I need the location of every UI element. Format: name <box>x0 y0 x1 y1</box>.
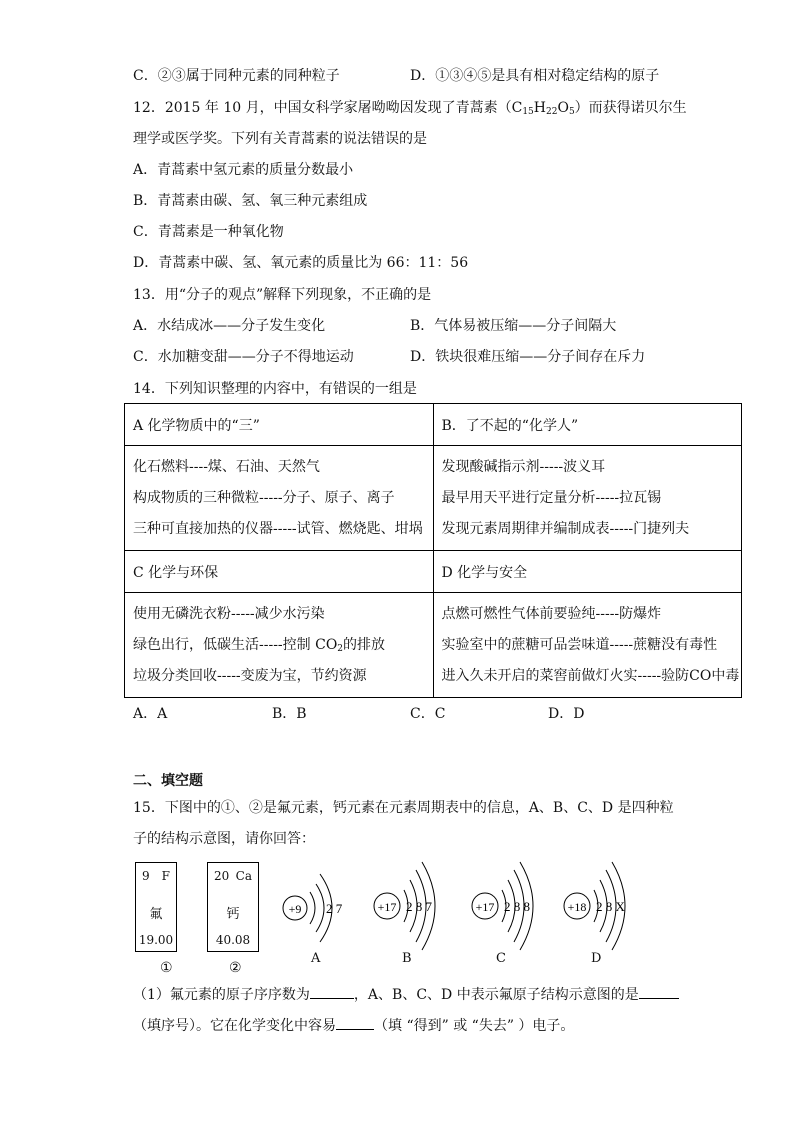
table-d-line-1: 点燃可燃性气体前要验纯-----防爆炸 <box>441 605 662 622</box>
q15-sub1-part1: （1）氟元素的原子序序数为 <box>133 987 310 1003</box>
knowledge-table <box>124 403 742 698</box>
q11-option-d: D．①③④⑤是具有相对稳定结构的原子 <box>410 68 660 84</box>
electron-counts: 2 7 <box>326 901 343 916</box>
q12-stem-line2: 理学或医学奖。下列有关青蒿素的说法错误的是 <box>133 131 427 147</box>
nucleus-charge: +9 <box>288 902 302 916</box>
formula-c-sub: 15 <box>522 107 534 117</box>
atom-label-a: A <box>311 951 321 966</box>
section-title: 二、填空题 <box>133 773 203 789</box>
table-header-d: D 化学与安全 <box>433 551 742 593</box>
table-cell-d <box>433 593 742 698</box>
q13-option-d: D．铁块很难压缩——分子间存在斥力 <box>410 349 646 365</box>
table-c-line-3: 垃圾分类回收-----变废为宝，节约资源 <box>133 667 367 684</box>
q14-option-c: C．C <box>410 706 446 722</box>
co2-sub: 2 <box>337 643 344 654</box>
atom-diagram-b <box>370 858 450 952</box>
nucleus-charge: +18 <box>567 900 587 914</box>
atom-diagram-a <box>280 866 360 952</box>
q14-option-a: A．A <box>133 706 168 722</box>
table-header-b: B．了不起的“化学人” <box>433 404 742 446</box>
table-b-line-1: 发现酸碱指示剂-----波义耳 <box>441 458 606 475</box>
element-name: 钙 <box>226 907 240 922</box>
nucleus-charge: +17 <box>377 900 397 914</box>
answer-blank-fluorine-diagram[interactable] <box>639 998 679 999</box>
formula-h-sub: 22 <box>546 107 558 117</box>
q14-option-d: D．D <box>548 706 585 722</box>
q12-option-a: A．青蒿素中氢元素的质量分数最小 <box>133 162 354 178</box>
q15-sub1-line2-part2: （填 “得到” 或 “失去” ）电子。 <box>374 1018 575 1034</box>
q13-option-a: A．水结成冰——分子发生变化 <box>133 318 326 334</box>
table-d-line-3: 进入久未开启的菜窖前做灯火实-----验防CO中毒 <box>441 667 740 684</box>
table-cell-b <box>433 446 742 551</box>
table-header-a: A 化学物质中的“三” <box>125 404 434 446</box>
q15-sub1-line2 <box>133 1016 574 1036</box>
element-card-fluorine <box>135 862 177 952</box>
element-symbol: Ca <box>235 869 252 883</box>
atom-label-c: C <box>496 951 506 966</box>
table-header-c: C 化学与环保 <box>125 551 434 593</box>
electron-counts: 2 8 8 <box>504 899 530 914</box>
element-name: 氟 <box>149 907 163 922</box>
q15-stem-line2: 子的结构示意图，请你回答： <box>133 831 315 847</box>
electron-counts: 2 8 7 <box>406 899 432 914</box>
q14-option-b: B．B <box>272 706 307 722</box>
atomic-mass: 40.08 <box>215 933 251 947</box>
table-a-line-3: 三种可直接加热的仪器-----试管、燃烧匙、坩埚 <box>133 520 423 537</box>
electron-counts: 2 8 X <box>596 899 625 914</box>
q14-stem: 14．下列知识整理的内容中，有错误的一组是 <box>133 381 417 397</box>
shell-arc <box>316 884 324 932</box>
q15-sub1-line2-part1: （填序号）。它在化学变化中容易 <box>133 1018 336 1034</box>
atom-diagram-c <box>468 858 548 952</box>
atomic-mass: 19.00 <box>138 933 174 947</box>
card-label-1: ① <box>160 960 173 976</box>
atomic-number: 9 <box>142 869 150 883</box>
table-d-line-2: 实验室中的蔗糖可品尝味道-----蔗糖没有毒性 <box>441 636 718 653</box>
shell-arc <box>310 892 315 924</box>
q15-sub1-part2: ，A、B、C、D 中表示氟原子结构示意图的是 <box>353 987 639 1003</box>
table-c-line-2 <box>133 630 425 661</box>
table-c-line-2-text: 绿色出行，低碳生活-----控制 CO <box>133 636 338 653</box>
formula-o-sub: 5 <box>568 107 575 117</box>
atomic-number: 20 <box>214 869 230 883</box>
q15-sub1-line1 <box>133 985 679 1005</box>
table-b-line-3: 发现元素周期律并编制成表-----门捷列夫 <box>441 520 690 537</box>
element-card-calcium <box>207 862 259 952</box>
answer-blank-atomic-number[interactable] <box>310 998 354 999</box>
table-b-line-2: 最早用天平进行定量分析-----拉瓦锡 <box>441 489 662 506</box>
q12-stem-part1: 12．2015 年 10 月，中国女科学家屠呦呦因发现了青蒿素（C <box>133 100 523 116</box>
answer-blank-gain-lose[interactable] <box>336 1029 374 1030</box>
q13-stem: 13．用“分子的观点”解释下列现象，不正确的是 <box>133 287 432 303</box>
formula-o: O <box>557 100 569 116</box>
q12-stem-line1 <box>133 98 687 118</box>
q15-stem-line1: 15．下图中的①、②是氟元素，钙元素在元素周期表中的信息，A、B、C、D 是四种粒 <box>133 800 674 816</box>
atom-label-d: D <box>591 951 602 966</box>
atom-label-b: B <box>402 951 412 966</box>
q13-option-b: B．气体易被压缩——分子间隔大 <box>410 318 617 334</box>
nucleus-charge: +17 <box>475 900 495 914</box>
q12-stem-part2: ）而获得诺贝尔生 <box>574 100 687 116</box>
table-c-line-1: 使用无磷洗衣粉-----减少水污染 <box>133 605 325 622</box>
atom-diagram-d <box>560 858 640 952</box>
q12-option-b: B．青蒿素由碳、氢、氧三种元素组成 <box>133 193 368 209</box>
table-cell-c <box>125 593 434 698</box>
q12-option-c: C．青蒿素是一种氧化物 <box>133 224 284 240</box>
q13-option-c: C．水加糖变甜——分子不得地运动 <box>133 349 354 365</box>
card-label-2: ② <box>229 960 242 976</box>
q11-option-c: C．②③属于同种元素的同种粒子 <box>133 68 340 84</box>
element-symbol: F <box>161 869 170 883</box>
table-cell-a <box>125 446 434 551</box>
formula-h: H <box>533 100 546 116</box>
table-c-line-2-tail: 的排放 <box>343 636 386 653</box>
q12-option-d: D．青蒿素中碳、氢、氧元素的质量比为 66：11：56 <box>133 255 469 271</box>
table-a-line-1: 化石燃料----煤、石油、天然气 <box>133 458 320 475</box>
table-a-line-2: 构成物质的三种微粒-----分子、原子、离子 <box>133 489 395 506</box>
